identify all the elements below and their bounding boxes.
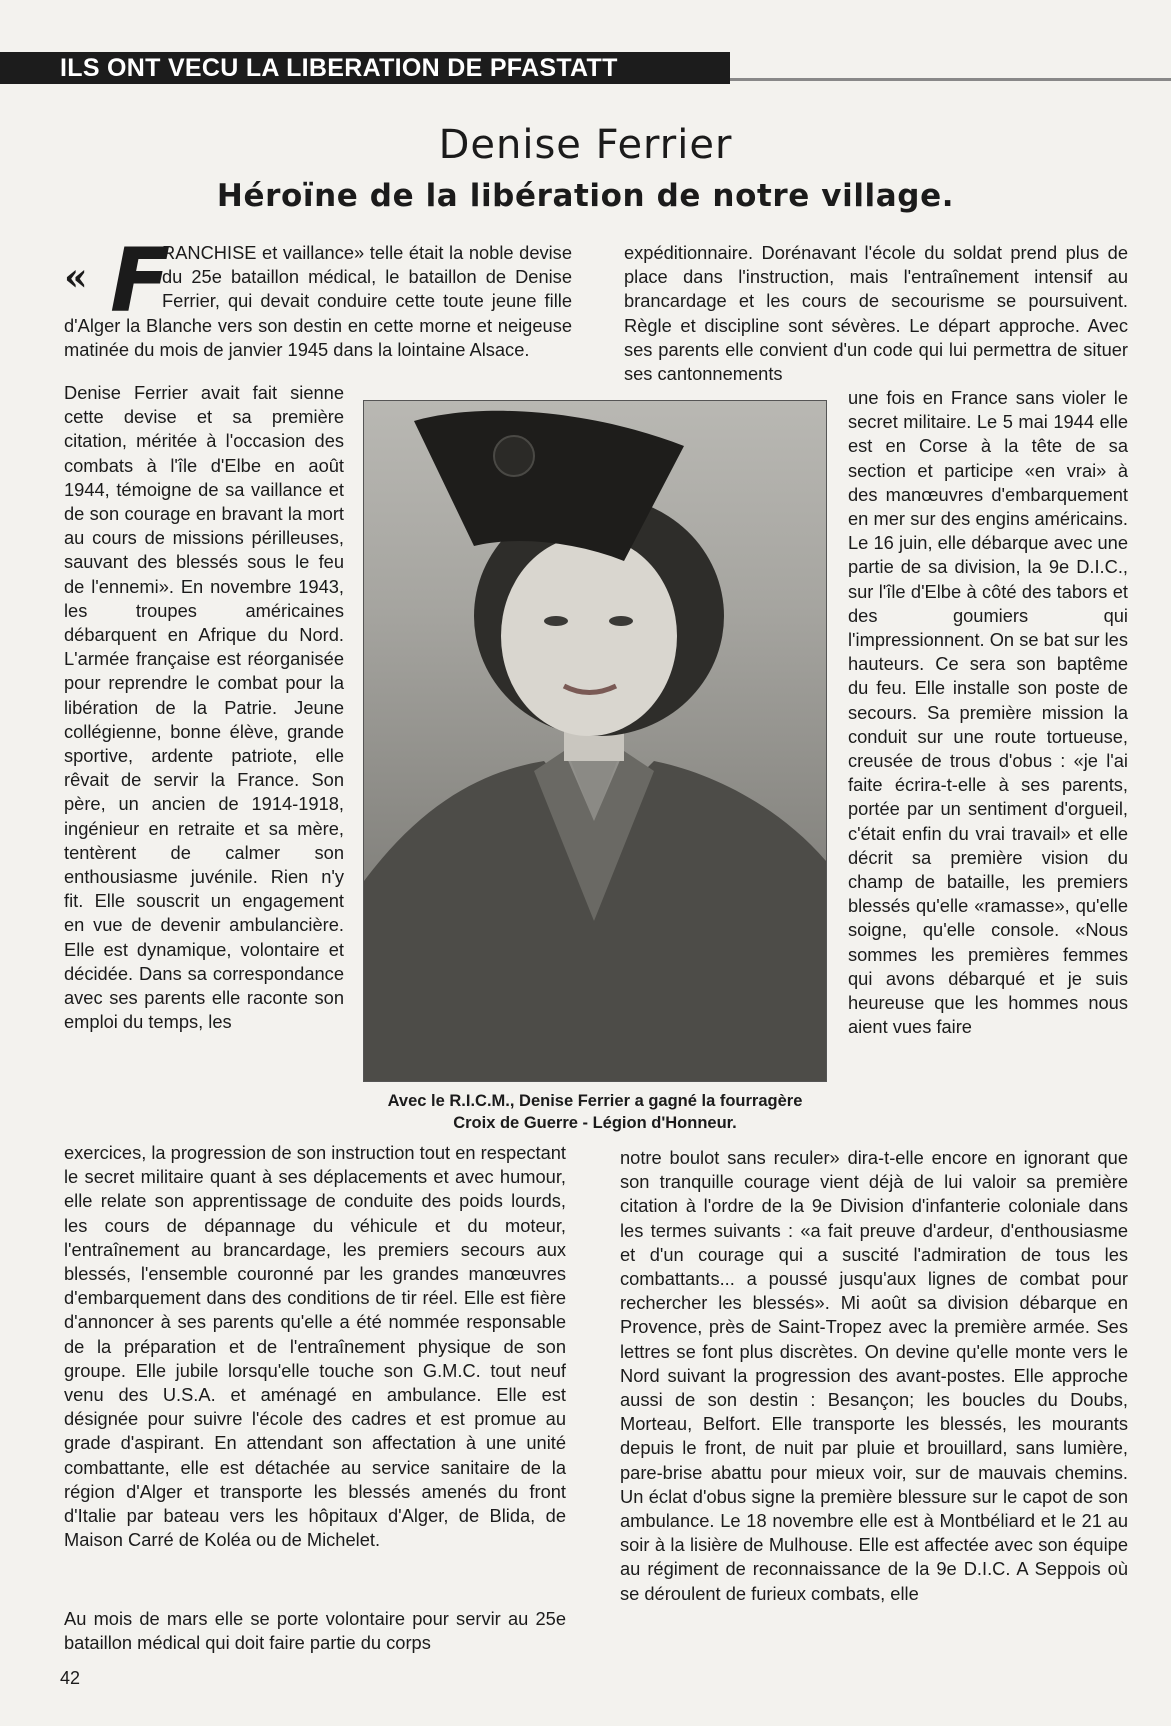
section-banner: ILS ONT VECU LA LIBERATION DE PFASTATT bbox=[0, 52, 730, 84]
photo-caption bbox=[355, 1090, 835, 1134]
left-wide-column bbox=[64, 1141, 566, 1607]
left-narrow-text: Denise Ferrier avait fait sienne cette devise et sa première citation, méritée à l'occasion des combats à l'île d'Elbe en août 1944, témoigne de sa vaillance et de son courage en bravant la mort au cours de missions périlleuses, sauvant des blessés sous le feu de l'ennemi». En novembre 1943, les troupes américaines débarquent en Afrique du Nord. L'armée française est réorganisée pour reprendre le combat pour la libération de la Patrie. Jeune collégienne, bonne élève, grande sportive, ardente patriote, elle rêvait de servir la France. Son père, un ancien de 1914-1918, ingénieur en retraite et sa mère, tentèrent de calmer son enthousiasme juvénile. Rien n'y fit. Elle souscrit un engagement en vue de devenir ambulancière. Elle est dynamique, volontaire et décidée. Dans sa correspondance avec ses parents elle raconte son emploi du temps, les bbox=[64, 382, 344, 1033]
portrait-photo bbox=[363, 400, 827, 1082]
banner-rule bbox=[730, 78, 1171, 81]
intro-paragraph bbox=[64, 241, 572, 362]
article-subtitle: Héroïne de la libération de notre village. bbox=[216, 178, 955, 214]
left-narrow-column bbox=[64, 381, 344, 1141]
drop-cap-spacer bbox=[64, 241, 162, 313]
right-top-column bbox=[624, 241, 1128, 386]
page-number: 42 bbox=[60, 1668, 81, 1688]
left-last-text: Au mois de mars elle se porte volontaire pour servir au 25e bataillon médical qui doit faire partie du corps bbox=[64, 1608, 566, 1654]
intro-text: RANCHISE et vaillance» telle était la noble devise du 25e bataillon médical, le bataillon de Denise Ferrier, qui devait conduire cette toute jeune fille d'Alger la Blanche vers son destin en cette morne et neigeuse matinée du mois de janvier 1945 dans la lointaine Alsace. bbox=[64, 242, 572, 360]
drop-quote-mark: « bbox=[64, 254, 88, 299]
intro-block bbox=[64, 241, 572, 381]
left-wide-text: exercices, la progression de son instruction tout en respectant le secret militaire quant à ses déplacements et avec humour, elle relate son apprentissage de conduite des poids lourds, les cours de dépannage du véhicule et du moteur, l'entraînement au brancardage, les premiers secours aux blessés, l'ensemble couronné par les grandes manœuvres d'embarquement dans des conditions de tir réel. Elle est fière d'annoncer à ses parents qu'elle a été nommée responsable de la préparation et de l'entraînement physique de son groupe. Elle jubile lorsqu'elle touche son G.M.C. tout neuf venu des U.S.A. et aménagé en ambulance. Elle est désignée pour suivre l'école des cadres et est promue au grade d'aspirant. En attendant son affectation à une unité combattante, elle est détachée au service sanitaire de la région d'Alger et transporte les blessés amenés du front d'Italie par bateau vers les hôpitaux d'Alger, de Blida, de Maison Carré de Koléa ou de Michelet. bbox=[64, 1142, 566, 1551]
article-title: Denise Ferrier bbox=[438, 122, 733, 168]
portrait-illustration bbox=[364, 401, 826, 1081]
caption-line-2: Croix de Guerre - Légion d'Honneur. bbox=[453, 1114, 737, 1132]
right-wide-text: notre boulot sans reculer» dira-t-elle encore en ignorant que son tranquille courage vient déjà de lui valoir sa première citation à l'ordre de la 9e Division d'infanterie coloniale dans les termes suivants : «a fait preuve d'ardeur, d'enthousiasme et d'un courage qui a suscité l'admiration de tous les combattants... a poussé jusqu'aux lignes de combat pour rechercher les blessés». Mi août sa division débarque en Provence, près de Saint-Tropez avec la première armée. Ses lettres se font plus discrètes. On devine qu'elle monte vers le Nord suivant la progression des avant-postes. Elle approche aussi de son destin : Besançon; les boucles du Doubs, Morteau, Belfort. Elle transporte les blessés, les mourants depuis le front, de nuit par pluie et brouillard, sans lumière, pare-brise abattu pour mieux voir, sur de mauvais chemins. Un éclat d'obus signe la première blessure sur le capot de son ambulance. Le 18 novembre elle est à Montbéliard et le 21 au soir à la lisière de Mulhouse. Elle est affectée avec son équipe au régiment de reconnaissance de la 9e D.I.C. A Seppois où se déroulent de furieux combats, elle bbox=[620, 1147, 1128, 1604]
caption-line-1: Avec le R.I.C.M., Denise Ferrier a gagné la fourragère bbox=[387, 1092, 803, 1110]
right-top-text: expéditionnaire. Dorénavant l'école du soldat prend plus de place dans l'instruction, mais l'entraînement intensif au brancardage et les cours de secourisme se poursuivent. Règle et discipline sont sévères. Le départ approche. Avec ses parents elle convient d'un code qui lui permettra de situer ses cantonnements bbox=[624, 242, 1128, 385]
right-narrow-text: une fois en France sans violer le secret militaire. Le 5 mai 1944 elle est en Corse à la tête de sa section et participe «en vrai» à des manœuvres d'embarquement en mer sur des engins américains. Le 16 juin, elle débarque avec une partie de sa division, la 9e D.I.C., sur l'île d'Elbe à côté des tabors et des goumiers qui l'impressionnent. On se bat sur les hauteurs. Ce sera son baptême du feu. Elle installe son poste de secours. Sa première mission la conduit sur une route tortueuse, creusée de trous d'obus : «je l'ai faite écrira-t-elle à ses parents, portée par un sentiment d'orgueil, c'était enfin du vrai travail» et elle décrit sa première vision du champ de bataille, les premiers blessés qu'elle «ramasse», qu'elle soigne, qu'elle console. «Nous sommes les premières femmes qui avons débarqué et je suis heureuse que les hommes nous aient vues faire bbox=[848, 387, 1128, 1038]
right-narrow-column bbox=[848, 386, 1128, 1146]
left-last-column bbox=[64, 1607, 566, 1657]
right-wide-column bbox=[620, 1146, 1128, 1662]
drop-cap-letter: F bbox=[110, 229, 171, 332]
